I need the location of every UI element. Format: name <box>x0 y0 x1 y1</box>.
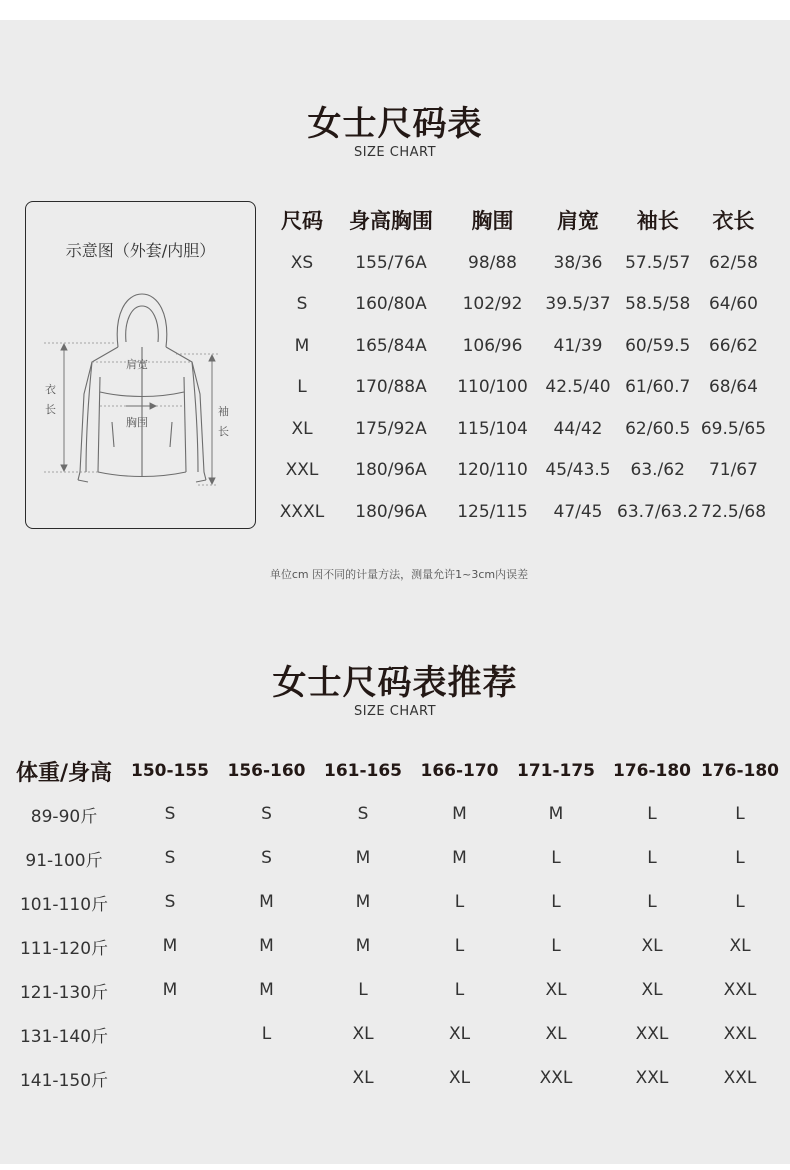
size-chart-header-row <box>268 198 768 242</box>
table-cell: 115/104 <box>457 418 528 439</box>
recommend-row <box>6 836 780 880</box>
chest-label: 胸围 <box>126 416 148 429</box>
sleeve-label-1: 袖 <box>218 405 229 418</box>
table-cell: S <box>164 804 176 824</box>
table-cell: XL <box>641 936 663 956</box>
table-cell: M <box>355 936 371 956</box>
header-height-range: 171-175 <box>516 761 596 781</box>
table-cell: M <box>259 980 274 1000</box>
length-label-2: 长 <box>45 403 56 416</box>
table-cell: 44/42 <box>553 418 603 439</box>
measurement-note: 单位cm 因不同的计量方法，测量允许1~3cm内误差 <box>269 568 529 581</box>
table-cell: L <box>261 1024 272 1044</box>
table-cell: 69.5/65 <box>700 418 767 439</box>
size-chart-row <box>268 242 768 284</box>
table-cell: S <box>261 848 272 868</box>
size-chart-row <box>268 408 768 450</box>
table-cell: L <box>551 848 561 868</box>
length-label-1: 衣 <box>45 383 56 396</box>
jacket-diagram-box <box>25 201 256 529</box>
row-label-cell: L <box>297 377 307 398</box>
table-cell: XXL <box>635 1068 669 1088</box>
shoulder-label: 肩宽 <box>126 358 148 371</box>
table-cell: 41/39 <box>553 335 603 356</box>
size-chart-table <box>268 198 768 533</box>
table-cell: 68/64 <box>708 377 758 398</box>
size-chart-row <box>268 325 768 367</box>
table-cell: 102/92 <box>462 294 523 315</box>
table-cell: L <box>647 892 657 912</box>
table-cell: 39.5/37 <box>545 294 611 315</box>
row-label-cell: 111-120斤 <box>19 938 109 959</box>
recommend-row <box>6 880 780 924</box>
table-cell: S <box>357 804 369 824</box>
row-label-cell: 89-90斤 <box>30 806 98 827</box>
table-cell: S <box>261 804 272 824</box>
table-cell: XXL <box>723 1068 757 1088</box>
table-cell: 155/76A <box>355 252 427 273</box>
table-cell: XL <box>545 1024 567 1044</box>
table-cell: XXL <box>635 1024 669 1044</box>
header-height-range: 166-170 <box>420 761 499 781</box>
header-height-range: 161-165 <box>323 761 403 781</box>
table-cell: 64/60 <box>708 294 758 315</box>
table-cell <box>122 1056 218 1100</box>
size-chart-row <box>268 491 768 533</box>
table-cell: L <box>735 892 745 912</box>
table-cell: M <box>162 936 178 956</box>
table-cell: 98/88 <box>468 252 517 273</box>
table-cell: XL <box>448 1068 471 1088</box>
table-cell: S <box>164 848 176 868</box>
sleeve-label-2: 长 <box>218 425 229 438</box>
recommend-row <box>6 1056 780 1100</box>
table-cell: XXL <box>723 980 757 1000</box>
table-cell: L <box>647 848 657 868</box>
row-label-cell: XL <box>291 418 313 439</box>
size-chart-row <box>268 367 768 409</box>
row-label-cell: XXL <box>285 460 319 481</box>
table-cell: XL <box>352 1024 374 1044</box>
table-cell: 45/43.5 <box>545 460 611 481</box>
table-cell: 47/45 <box>553 501 603 522</box>
row-label-cell: 101-110斤 <box>19 894 109 915</box>
table-cell: 38/36 <box>553 252 603 273</box>
row-label-cell: 131-140斤 <box>19 1026 109 1047</box>
header-shoulder: 肩宽 <box>557 209 599 233</box>
table-cell: M <box>452 848 467 868</box>
table-cell: S <box>164 892 176 912</box>
table-cell: 42.5/40 <box>545 377 611 398</box>
table-cell: 60/59.5 <box>625 335 691 356</box>
header-height-range: 150-155 <box>130 761 210 781</box>
table-cell: 180/96A <box>355 460 427 481</box>
table-cell: L <box>735 804 745 824</box>
table-cell: 61/60.7 <box>625 377 691 398</box>
recommend-row <box>6 968 780 1012</box>
table-cell: 63./62 <box>630 460 685 481</box>
table-cell: 165/84A <box>355 335 427 356</box>
table-cell: 160/80A <box>355 294 427 315</box>
table-cell: L <box>735 848 745 868</box>
table-cell: M <box>259 892 274 912</box>
table-cell: 170/88A <box>355 377 427 398</box>
header-length: 衣长 <box>712 209 755 233</box>
table-cell: L <box>358 980 368 1000</box>
table-cell: 180/96A <box>355 501 427 522</box>
table-cell: XL <box>448 1024 471 1044</box>
table-cell: 62/58 <box>708 252 758 273</box>
size-chart-subtitle: SIZE CHART <box>353 145 437 160</box>
recommend-table <box>6 750 780 1100</box>
header-height-range: 176-180 <box>612 761 692 781</box>
table-cell: 71/67 <box>708 460 758 481</box>
row-label-cell: XS <box>290 252 314 273</box>
table-cell: 120/110 <box>457 460 528 481</box>
table-cell: 62/60.5 <box>625 418 691 439</box>
table-cell <box>122 1012 218 1056</box>
table-cell: L <box>454 892 465 912</box>
table-cell: M <box>355 892 371 912</box>
table-cell: 72.5/68 <box>700 501 767 522</box>
table-cell: 106/96 <box>462 335 523 356</box>
size-chart-title: 女士尺码表 <box>307 104 483 144</box>
row-label-cell: S <box>296 294 308 315</box>
table-cell: M <box>355 848 371 868</box>
table-cell: XL <box>729 936 751 956</box>
table-cell: 125/115 <box>457 501 528 522</box>
table-cell: M <box>259 936 274 956</box>
table-cell: L <box>647 804 657 824</box>
diagram-caption: 示意图（外套/内胆） <box>65 241 216 260</box>
header-weight-height: 体重/身高 <box>15 760 113 786</box>
recommend-chart-subtitle: SIZE CHART <box>353 704 437 719</box>
table-cell: 57.5/57 <box>625 252 691 273</box>
table-cell: 58.5/58 <box>625 294 691 315</box>
recommend-row <box>6 924 780 968</box>
table-cell: XXL <box>539 1068 573 1088</box>
table-cell: M <box>452 804 467 824</box>
table-cell: L <box>454 936 465 956</box>
row-label-cell: 141-150斤 <box>19 1070 109 1091</box>
header-chest: 胸围 <box>471 209 514 233</box>
header-height-range: 156-160 <box>227 761 306 781</box>
table-cell: 110/100 <box>457 377 528 398</box>
table-cell: M <box>548 804 564 824</box>
recommend-row <box>6 1012 780 1056</box>
header-sleeve: 袖长 <box>636 209 679 233</box>
recommend-header-row <box>6 750 780 792</box>
table-cell: XL <box>545 980 567 1000</box>
row-label-cell: M <box>294 335 310 356</box>
table-cell: L <box>551 892 561 912</box>
header-height-chest: 身高胸围 <box>349 209 433 233</box>
row-label-cell: 91-100斤 <box>25 850 103 871</box>
table-cell: 63.7/63.2 <box>617 501 699 522</box>
row-label-cell: XXXL <box>279 501 325 522</box>
size-chart-row <box>268 284 768 326</box>
table-cell <box>218 1056 315 1100</box>
table-cell: 66/62 <box>708 335 758 356</box>
table-cell: XL <box>641 980 663 1000</box>
recommend-chart-title: 女士尺码表推荐 <box>272 663 518 703</box>
table-cell: XL <box>352 1068 374 1088</box>
table-cell: L <box>551 936 561 956</box>
table-cell: L <box>454 980 465 1000</box>
row-label-cell: 121-130斤 <box>19 982 109 1003</box>
table-cell: XXL <box>723 1024 757 1044</box>
recommend-row <box>6 792 780 836</box>
table-cell: 175/92A <box>355 418 427 439</box>
size-chart-row <box>268 450 768 492</box>
header-size: 尺码 <box>281 209 323 233</box>
header-height-range: 176-180 <box>700 761 780 781</box>
table-cell: M <box>162 980 178 1000</box>
